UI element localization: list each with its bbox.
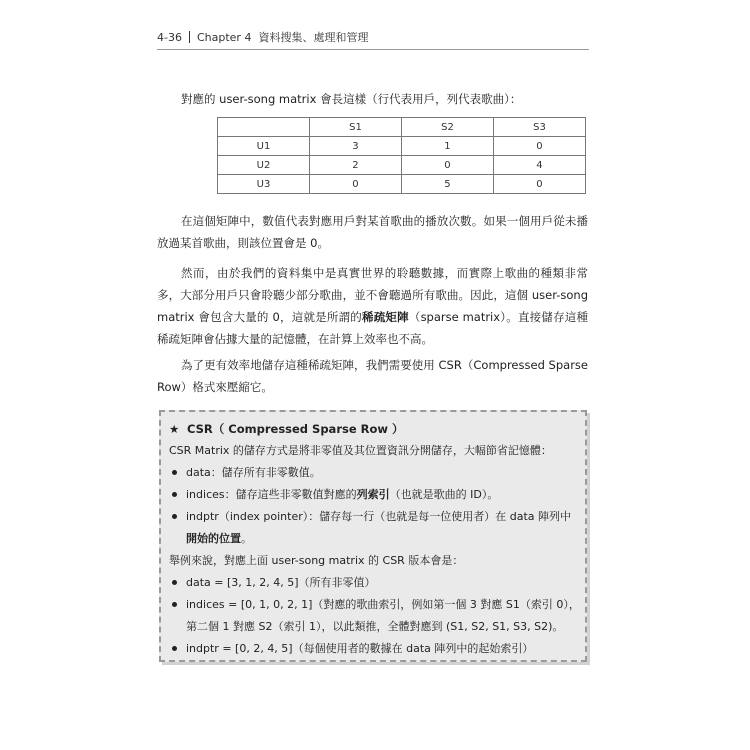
table-row [218, 156, 586, 175]
table-cell: U3 [218, 175, 310, 194]
example-intro: 舉例來說，對應上面 user-song matrix 的 CSR 版本會是： [169, 554, 464, 567]
csr-info-box [159, 410, 587, 662]
bullet-icon [172, 514, 177, 519]
paragraph-2-bold: 稀疏矩陣 [362, 310, 409, 324]
table-header-cell: S1 [310, 118, 402, 137]
intro-paragraph: 對應的 user-song matrix 會長這樣（行代表用戶，列代表歌曲）： [181, 92, 522, 106]
table-cell: U2 [218, 156, 310, 175]
bullet-icon [172, 470, 177, 475]
bullet-icon [172, 492, 177, 497]
table-header-cell: S3 [493, 118, 585, 137]
table-cell: 0 [493, 137, 585, 156]
paragraph-2 [157, 262, 588, 350]
list-item: data：儲存所有非零數值。 [169, 462, 581, 484]
table-header-row [218, 118, 586, 137]
paragraph-1: 在這個矩陣中，數值代表對應用戶對某首歌曲的播放次數。如果一個用戶從未播放過某首歌曲，則該位置會是 0。 [157, 214, 588, 250]
user-song-table [217, 117, 586, 194]
table-header-cell [218, 118, 310, 137]
header-separator [189, 31, 190, 43]
table-row [218, 175, 586, 194]
page-header [157, 30, 589, 46]
star-icon: ★ [169, 422, 180, 436]
table-cell: 0 [493, 175, 585, 194]
table-cell: 2 [310, 156, 402, 175]
header-rule [157, 49, 589, 50]
list-item: indptr（index pointer）：儲存每一行（也就是每一位使用者）在 data 陣列中開始的位置。 [169, 506, 581, 550]
table-cell: 4 [493, 156, 585, 175]
table-cell: 0 [401, 156, 493, 175]
bullet-icon [172, 602, 177, 607]
bullet-icon [172, 580, 177, 585]
table-header-cell: S2 [401, 118, 493, 137]
box-title-text: CSR（ Compressed Sparse Row ） [187, 422, 404, 436]
paragraph-2-text-b: （sparse matrix）。直接儲存這種稀疏矩陣會佔據大量的記憶體，在計算上效率也不高。 [157, 310, 588, 346]
chapter-title: 資料搜集、處理和管理 [258, 31, 369, 44]
table-row [218, 137, 586, 156]
list-item: indptr = [0, 2, 4, 5]（每個使用者的數據在 data 陣列中的起始索引） [169, 638, 581, 660]
table-cell: 0 [310, 175, 402, 194]
table-cell: 1 [401, 137, 493, 156]
paragraph-3: 為了更有效率地儲存這種稀疏矩陣，我們需要使用 CSR（Compressed Sparse Row）格式來壓縮它。 [157, 358, 588, 394]
table-cell: 5 [401, 175, 493, 194]
list-item: indices = [0, 1, 0, 2, 1]（對應的歌曲索引，例如第一個 3 對應 S1（索引 0），第二個 1 對應 S2（索引 1），以此類推，全體對應到 (S1, S2, S1, S3, S2)。 [169, 594, 581, 638]
list-item: indices：儲存這些非零數值對應的列索引（也就是歌曲的 ID）。 [169, 484, 581, 506]
paragraph-2-text-a: 然而，由於我們的資料集中是真實世界的聆聽數據，而實際上歌曲的種類非常多，大部分用戶只會聆聽少部分歌曲，並不會聽過所有歌曲。因此，這個 user-song matrix 會包含大量的 0，這就是所謂的 [157, 266, 588, 324]
list-item: data = [3, 1, 2, 4, 5]（所有非零值） [169, 572, 581, 594]
table-cell: U1 [218, 137, 310, 156]
table-cell: 3 [310, 137, 402, 156]
bullet-icon [172, 646, 177, 651]
box-description: CSR Matrix 的儲存方式是將非零值及其位置資訊分開儲存，大幅節省記憶體： [169, 444, 552, 457]
page-number: 4-36 [157, 31, 182, 44]
box-title [169, 418, 581, 440]
chapter-label: Chapter 4 [196, 31, 252, 44]
